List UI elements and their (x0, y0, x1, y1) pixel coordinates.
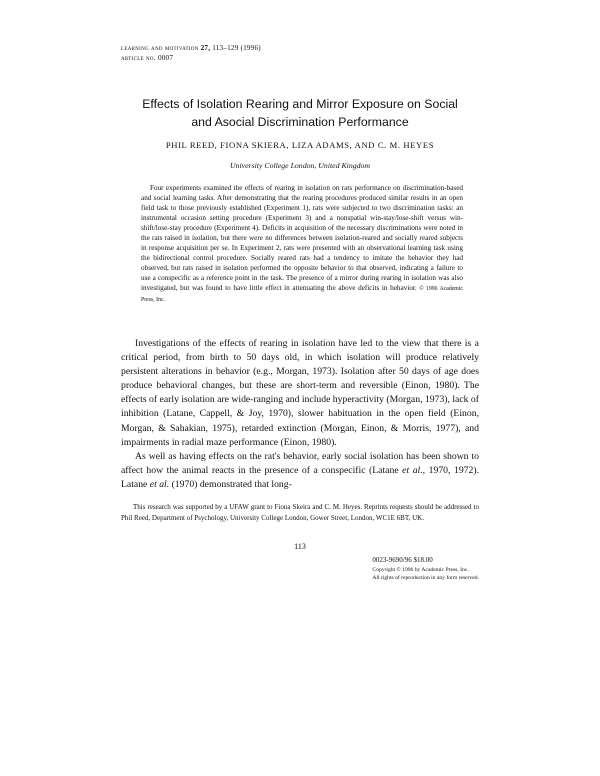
copyright-line-2: All rights of reproduction in any form reserved. (372, 574, 479, 581)
article-number-line (121, 53, 261, 63)
journal-header (121, 43, 261, 63)
article-number: 0007 (157, 54, 174, 62)
abstract (141, 183, 463, 305)
body-text (121, 337, 479, 492)
body-paragraph-2 (121, 450, 479, 492)
article-label: article no. (121, 54, 156, 62)
para2-part-a: As well as having effects on the rat's behavior, early social isolation has been shown to affect how the animal reacts in the presence of a conspecific (Latane (121, 450, 479, 476)
journal-citation-line (121, 43, 261, 53)
body-paragraph-1: Investigations of the effects of rearing in isolation have led to the view that there is a critical period, from birth to 50 days old, in which isolation will produce relatively persistent alterations in behavior (e.g., Morgan, 1973). Isolation after 50 days of age does produce behavioral changes, but these are short-term and reversible (Einon, 1980). The effects of early isolation are wide-ranging and include hyperactivity (Morgan, 1973), lack of inhibition (Latane, Cappell, & Joy, 1970), slower habituation in the open field (Einon, Morgan, & Sahakian, 1975), retarded extinction (Morgan, Einon, & Morris, 1977), and impairments in radial maze performance (Einon, 1980). (121, 338, 479, 448)
journal-name: learning and motivation (121, 44, 199, 52)
etal-1: et al. (402, 464, 423, 476)
footnote-text: This research was supported by a UFAW grant to Fiona Skeira and C. M. Heyes. Reprints requests should be addressed to Phil Reed, Department of Psychology, University College London, Gower Street, London, WC1E 6BT, UK. (121, 503, 479, 522)
issn-price: 0023-9690/96 $18.00 (372, 556, 433, 564)
copyright-block (372, 556, 479, 582)
paper-title-line-1: Effects of Isolation Rearing and Mirror Exposure on Social (142, 97, 458, 111)
abstract-text: Four experiments examined the effects of rearing in isolation on rats performance on discrimination-based and social learning tasks. After demonstrating that the rearing procedures produced similar results in an open field task to those previously established (Experiment 1), rats were subjected to two discrimination tasks: an instrumental occasion setting procedure (Experiment 3) and a nonspatial win-stay/lose-shift versus win-shift/lose-stay procedure (Experiment 4). Deficits in acquisition of the necessary discriminations were noted in the rats raised in isolation, but there were no differences between isolation-reared and socially reared subjects in response acquisition per se. In Experiment 2, rats were presented with an observational learning task using the bidirectional control procedure. Socially reared rats had a tendency to imitate the behavior they had observed, but rats raised in isolation performed the opposite behavior to that observed, indicating a failure to use a conspecific as a reference point in the task. The presence of a mirror during rearing in isolation was also investigated, but was found to have little effect in attenuating the above deficits in behavior. (141, 184, 463, 292)
affiliation: University College London, United Kingdom (229, 161, 371, 170)
journal-pages-year: 113–129 (1996) (212, 44, 261, 52)
etal-2: et al. (149, 478, 170, 490)
paper-title (110, 96, 490, 131)
footnote (121, 502, 479, 524)
copyright-line-1: Copyright © 1996 by Academic Press, Inc. (372, 566, 469, 573)
para2-part-c: (1970) demonstrated that long- (169, 478, 292, 490)
paper-title-line-2: and Asocial Discrimination Performance (191, 114, 409, 129)
para2-part-b: , 1970, 1972). Latane (121, 464, 479, 490)
abstract-copyright: © 1996 Academic Press, Inc. (141, 286, 463, 303)
page-number: 113 (294, 542, 306, 551)
journal-volume: 27, (200, 44, 211, 52)
author-list: PHIL REED, FIONA SKIERA, LIZA ADAMS, AND C. M. HEYES (165, 140, 435, 150)
